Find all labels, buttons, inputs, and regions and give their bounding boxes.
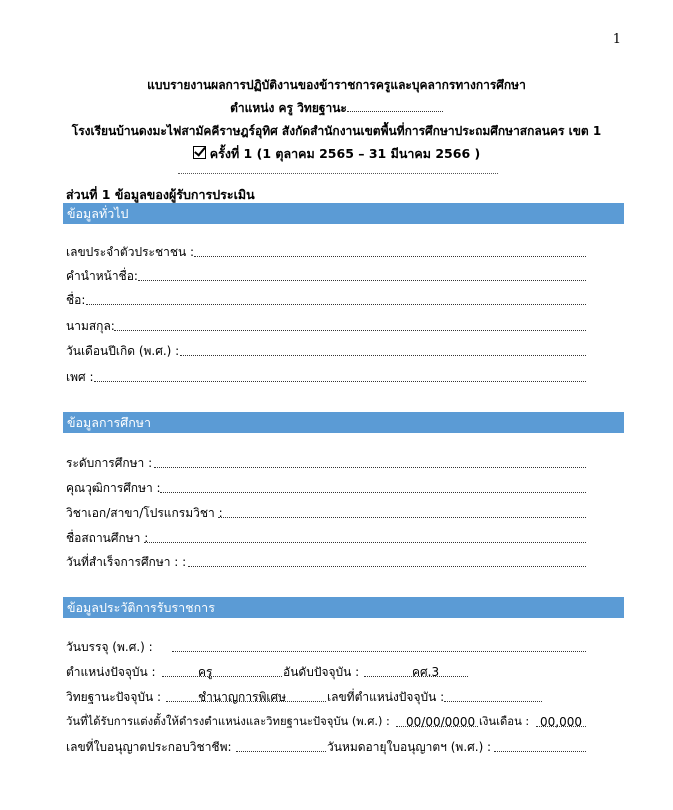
license-expiry-input[interactable] (494, 751, 586, 752)
first-name-input[interactable] (86, 304, 586, 305)
current-level-value: คศ.3 (412, 665, 440, 679)
birthdate-input[interactable] (180, 355, 586, 356)
school-line: โรงเรียนบ้านดงมะไฟสามัคคีราษฎร์อุทิศ สังกัดสำนักงานเขตพื้นที่การศึกษาประถมศึกษาสกลนคร เขต 1 (71, 124, 602, 138)
education-level-input[interactable] (154, 467, 586, 468)
round-label: ครั้งที่ 1 (1 ตุลาคม 2565 – 31 มีนาคม 2566 ) (209, 146, 481, 161)
position-label: ตำแหน่ง ครู วิทยฐานะ (230, 101, 347, 115)
citizen-id-input[interactable] (194, 256, 586, 257)
section-education-header: ข้อมูลการศึกษา (63, 412, 624, 433)
name-prefix-input[interactable] (138, 280, 586, 281)
license-number-input[interactable] (236, 751, 326, 752)
current-position-input[interactable] (162, 676, 282, 677)
page-number: 1 (612, 32, 621, 47)
position-number-input[interactable] (444, 701, 542, 702)
gender-input[interactable] (94, 381, 586, 382)
academic-standing-blank[interactable] (347, 101, 443, 112)
major-input[interactable] (218, 517, 586, 518)
graduation-date-input[interactable] (188, 566, 586, 567)
position-line (0, 99, 673, 118)
last-name-input[interactable] (114, 330, 586, 331)
appoint-date-input[interactable] (172, 651, 586, 652)
qualification-input[interactable] (160, 492, 586, 493)
part1-title: ส่วนที่ 1 ข้อมูลของผู้รับการประเมิน (66, 187, 255, 202)
section-service-header: ข้อมูลประวัติการรับราชการ (63, 597, 624, 618)
section-general-header: ข้อมูลทั่วไป (63, 203, 624, 224)
current-position-value: ครู (198, 665, 213, 679)
appointed-date-value: 00/00/0000 (406, 715, 476, 729)
checked-box-icon[interactable] (193, 146, 206, 159)
round-line (0, 144, 673, 164)
salary-value: 00,000 (540, 715, 582, 729)
form-title: แบบรายงานผลการปฏิบัติงานของข้าราชการครูและบุคลากรทางการศึกษา (147, 78, 526, 92)
divider (178, 173, 498, 174)
institution-input[interactable] (144, 542, 586, 543)
academic-standing-value: ชำนาญการพิเศษ (198, 690, 287, 704)
